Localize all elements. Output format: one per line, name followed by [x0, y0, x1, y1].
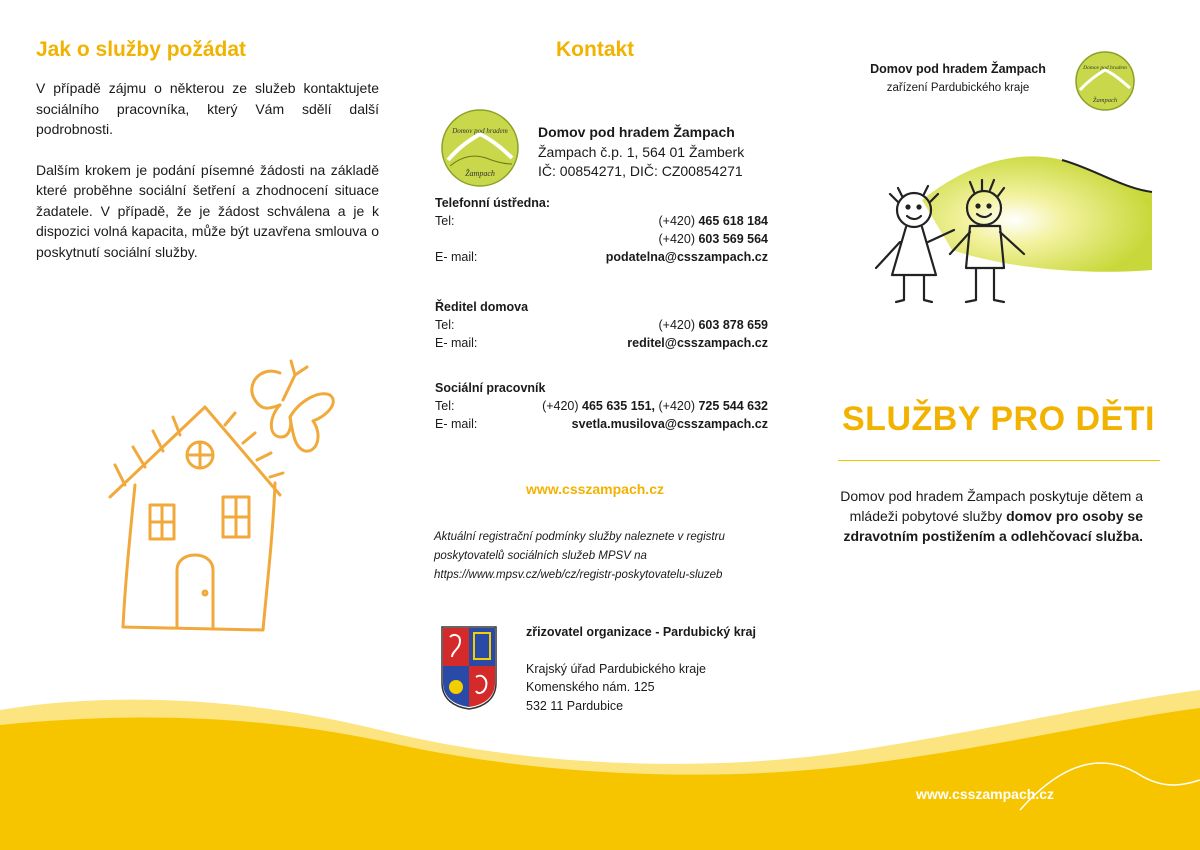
contact-ids: IČ: 00854271, DIČ: CZ00854271 [538, 163, 743, 179]
right-org-header [865, 62, 1051, 94]
left-panel-text [36, 78, 379, 282]
title-divider [838, 460, 1160, 461]
house-drawing-icon [95, 355, 355, 645]
contact-logo-text-bottom: Žampach [465, 169, 495, 178]
right-org-sub: zařízení Pardubického kraje [886, 82, 1030, 94]
organization-logo-icon [440, 108, 520, 188]
email-label: E- mail: [435, 417, 478, 431]
coat-of-arms-icon [440, 625, 498, 711]
phone-section-title: Telefonní ústředna: [435, 196, 551, 210]
organization-logo-icon [1074, 50, 1136, 112]
tel-prefix: (+420) [542, 399, 579, 413]
tel-number[interactable]: 465 618 184 [698, 214, 768, 228]
right-org-name: Domov pod hradem Žampach [870, 62, 1046, 76]
tel-number[interactable]: 725 544 632 [698, 399, 768, 413]
footer-website-link[interactable]: www.csszampach.cz [916, 786, 1054, 802]
founder-line-3: 532 11 Pardubice [526, 698, 624, 713]
desc-plain: Domov pod hradem Žampach poskytuje dětem a mládeži pobytové služby [840, 488, 1143, 524]
social-worker-section [435, 379, 768, 433]
founder-line-1: Krajský úřad Pardubického kraje [526, 661, 706, 676]
director-section [435, 298, 768, 352]
email-link[interactable]: svetla.musilova@csszampach.cz [571, 417, 768, 431]
founder-line-2: Komenského nám. 125 [526, 680, 655, 694]
tel-label: Tel: [435, 214, 455, 228]
left-paragraph-1: V případě zájmu o některou ze služeb kontaktujete sociálního pracovníka, který Vám sdělí další podrobnosti. [36, 80, 379, 137]
email-label: E- mail: [435, 250, 478, 264]
social-section-title: Sociální pracovník [435, 381, 546, 395]
contact-title: Kontakt [556, 38, 635, 61]
left-paragraph-2: Dalším krokem je podání písemné žádosti na základě které proběhne sociální šetření a zhodnocení situace žadatele. V případě, že je žádost schválena a je k dispozici volná kapacita, může být uzavřena smlouva o poskytnutí sociální služby. [36, 161, 379, 260]
tel-number[interactable]: 603 878 659 [698, 318, 768, 332]
email-link[interactable]: reditel@csszampach.cz [627, 336, 768, 350]
email-link[interactable]: podatelna@csszampach.cz [605, 250, 768, 264]
right-logo-text-top: Domov pod hradem [1083, 65, 1127, 71]
tel-number[interactable]: 465 635 151, [582, 399, 656, 413]
registry-note: Aktuální registrační podmínky služby naleznete v registru poskytovatelů sociálních služeb MPSV na https://www.mpsv.cz/web/cz/registr-poskytovatelu-sluzeb [434, 531, 725, 581]
right-logo-text-bottom: Žampach [1092, 97, 1118, 104]
left-panel-title: Jak o služby požádat [36, 38, 247, 61]
founder-title: zřizovatel organizace - Pardubický kraj [526, 625, 756, 639]
contact-org-name: Domov pod hradem Žampach [538, 124, 735, 140]
tel-label: Tel: [435, 318, 455, 332]
contact-logo-text-top: Domov pod hradem [452, 127, 508, 135]
main-title: SLUŽBY PRO DĚTI [842, 400, 1155, 438]
desc-bold: domov pro osoby se zdravotním postižením a odlehčovací služba. [843, 508, 1143, 544]
phone-section [435, 194, 768, 266]
tel-prefix: (+420) [658, 318, 695, 332]
email-label: E- mail: [435, 336, 478, 350]
tel-prefix: (+420) [658, 214, 695, 228]
tel-prefix: (+420) [658, 399, 695, 413]
contact-org-block [538, 123, 744, 182]
right-description [838, 486, 1143, 546]
contact-address: Žampach č.p. 1, 564 01 Žamberk [538, 143, 745, 160]
tel-prefix: (+420) [658, 232, 695, 246]
tel-number[interactable]: 603 569 564 [698, 232, 768, 246]
website-link[interactable]: www.csszampach.cz [526, 481, 664, 497]
tel-label: Tel: [435, 399, 455, 413]
director-section-title: Ředitel domova [435, 300, 529, 314]
kids-drawing-icon [862, 150, 1158, 320]
founder-block [526, 623, 756, 715]
